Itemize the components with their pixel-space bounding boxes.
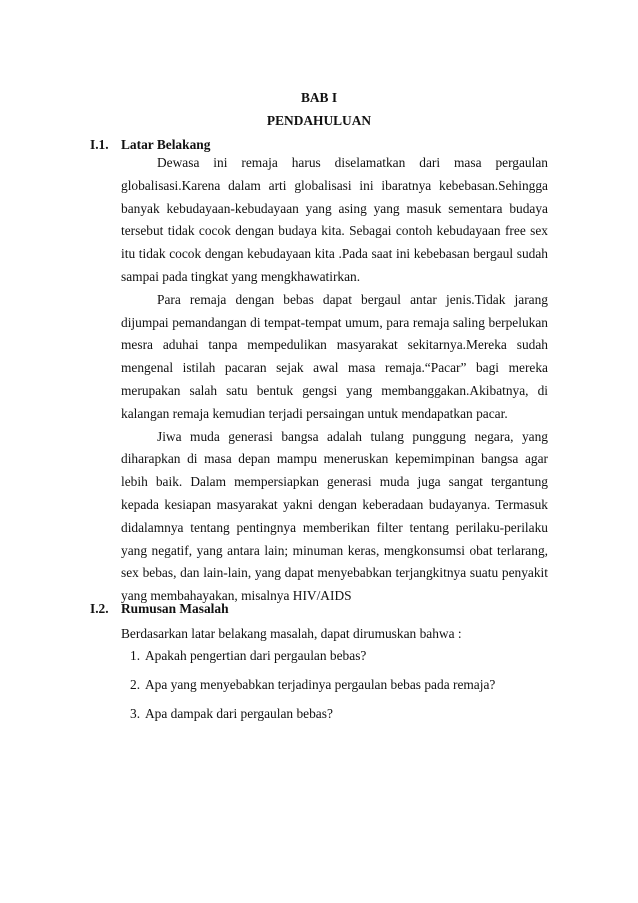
list-item xyxy=(130,645,548,674)
chapter-title: PENDAHULUAN xyxy=(266,113,372,128)
paragraph: Jiwa muda generasi bangsa adalah tulang punggung negara, yang diharapkan di masa depan mampu meneruskan kepemimpinan bangsa agar lebih baik. Dalam mempersiapkan generasi muda juga sangat tergantung kepada kesiapan masyarakat yakni dengan keberadaan budayanya. Termasuk didalamnya tentang pentingnya memberikan filter tentang perilaku-perilaku yang negatif, yang antara lain; minuman keras, mengkonsumsi obat terlarang, sex bebas, dan lain-lain, yang dapat menyebabkan terjangkitnya suatu penyakit yang membahayakan, misalnya HIV/AIDS xyxy=(121,428,548,604)
section-title: Latar Belakang xyxy=(121,137,211,152)
paragraph: Para remaja dengan bebas dapat bergaul antar jenis.Tidak jarang dijumpai pemandangan di tempat-tempat umum, para remaja saling berpelukan mesra aduhai tanpa mempedulikan masyarakat sekitarnya.Mereka sudah mengenal istilah pacaran sejak awal masa remaja.“Pacar” bagi mereka merupakan salah satu bentuk gengsi yang membanggakan.Akibatnya, di kalangan remaja kemudian terjadi persaingan untuk mendapatkan pacar. xyxy=(121,291,548,421)
section-heading-latar-belakang xyxy=(90,137,210,153)
list-item-number: 2. xyxy=(130,677,141,692)
section-intro: Berdasarkan latar belakang masalah, dapat dirumuskan bahwa : xyxy=(121,626,462,641)
paragraph: Dewasa ini remaja harus diselamatkan dari masa pergaulan globalisasi.Karena dalam arti globalisasi ini ibaratnya kebebasan.Sehingga banyak kebudayaan-kebudayaan yang asing yang masuk sementara budaya tersebut tidak cocok dengan budaya kita. Sebagai contoh kebudayaan free sex itu tidak cocok dengan kebudayaan kita .Pada saat ini kebebasan bergaul sudah sampai pada tingkat yang mengkhawatirkan. xyxy=(121,155,548,284)
list-item-number: 1. xyxy=(130,648,141,663)
section-body-latar-belakang xyxy=(121,152,548,608)
list-item-text: Apa yang menyebabkan terjadinya pergaulan bebas pada remaja? xyxy=(145,677,496,692)
list-item xyxy=(130,674,548,703)
list-item-text: Apakah pengertian dari pergaulan bebas? xyxy=(145,648,367,663)
section-number: I.1. xyxy=(90,137,109,152)
question-list xyxy=(130,645,548,732)
section-heading-rumusan-masalah xyxy=(90,601,229,617)
section-number: I.2. xyxy=(90,601,109,616)
section-title: Rumusan Masalah xyxy=(121,601,229,616)
list-item-text: Apa dampak dari pergaulan bebas? xyxy=(145,706,333,721)
chapter-label: BAB I xyxy=(300,90,338,105)
list-item xyxy=(130,703,548,732)
list-item-number: 3. xyxy=(130,706,141,721)
